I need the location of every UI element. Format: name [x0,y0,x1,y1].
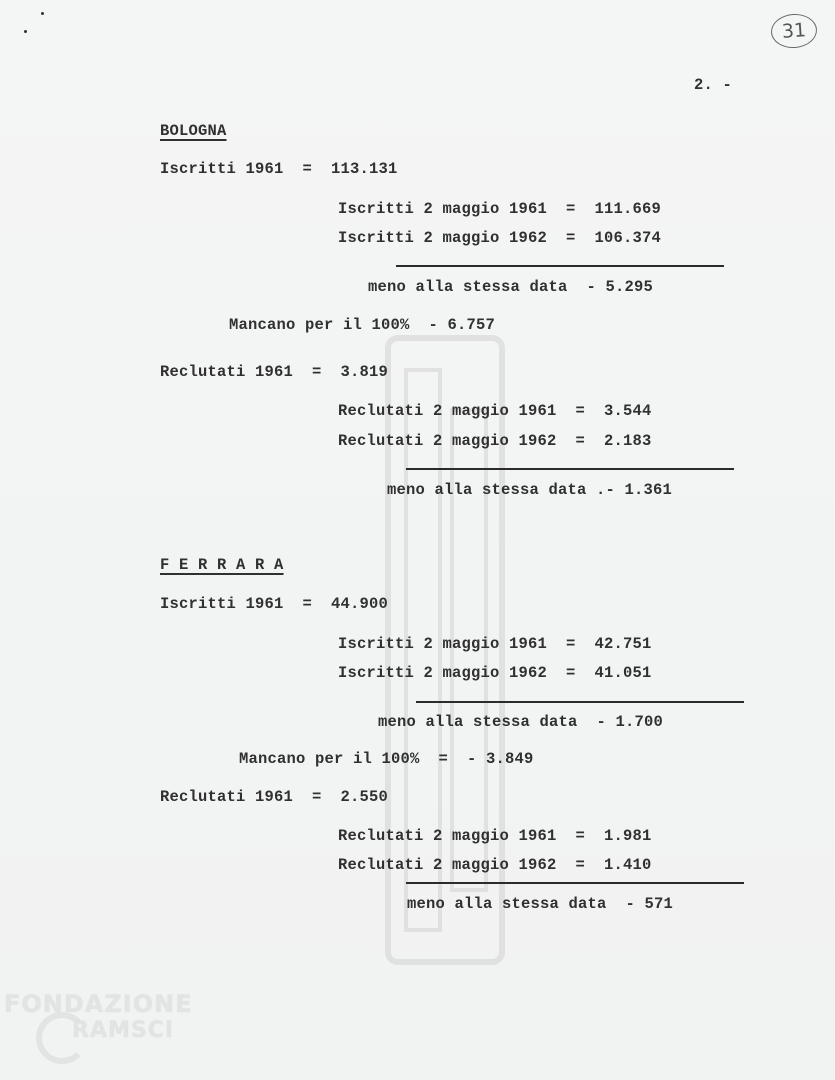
watermark-line1: FONDAZIONE [4,990,193,1018]
speck [24,30,27,33]
bologna-mancano: Mancano per il 100% - 6.757 [229,316,496,334]
sum-rule [406,468,734,470]
bologna-iscritti-diff: meno alla stessa data - 5.295 [368,278,654,296]
section-heading-ferrara: F E R R A R A [160,556,284,574]
bologna-reclutati-diff: meno alla stessa data .- 1.361 [387,481,673,499]
ferrara-reclutati-1961: Reclutati 2 maggio 1961 = 1.981 [338,827,652,845]
ferrara-reclutati-1962: Reclutati 2 maggio 1962 = 1.410 [338,856,652,874]
ferrara-iscritti-total: Iscritti 1961 = 44.900 [160,595,389,613]
section-heading-bologna: BOLOGNA [160,122,227,140]
bologna-reclutati-1962: Reclutati 2 maggio 1962 = 2.183 [338,432,652,450]
ferrara-iscritti-diff: meno alla stessa data - 1.700 [378,713,664,731]
sum-rule [406,882,744,884]
speck [41,12,44,15]
ferrara-mancano: Mancano per il 100% = - 3.849 [239,750,534,768]
bologna-iscritti-1961: Iscritti 2 maggio 1961 = 111.669 [338,200,662,218]
bologna-iscritti-1962: Iscritti 2 maggio 1962 = 106.374 [338,229,662,247]
ferrara-iscritti-1962: Iscritti 2 maggio 1962 = 41.051 [338,664,652,682]
watermark-line2: RAMSCI [72,1018,175,1043]
archive-page-number: 31 [770,12,818,49]
ferrara-reclutati-diff: meno alla stessa data - 571 [407,895,674,913]
bologna-reclutati-total: Reclutati 1961 = 3.819 [160,363,389,381]
bologna-reclutati-1961: Reclutati 2 maggio 1961 = 3.544 [338,402,652,420]
sum-rule [396,265,724,267]
ferrara-iscritti-1961: Iscritti 2 maggio 1961 = 42.751 [338,635,652,653]
ferrara-reclutati-total: Reclutati 1961 = 2.550 [160,788,389,806]
page-number: 2. - [694,76,733,94]
sum-rule [416,701,744,703]
bologna-iscritti-total: Iscritti 1961 = 113.131 [160,160,398,178]
